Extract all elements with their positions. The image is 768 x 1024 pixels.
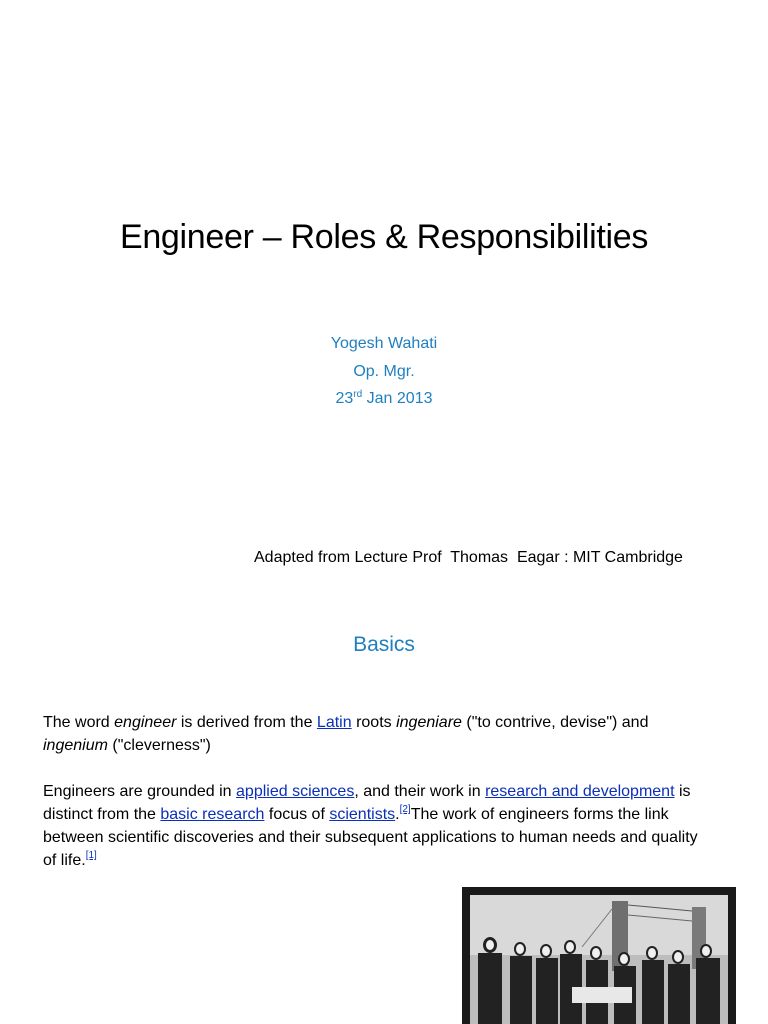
- emphasis-term: ingeniare: [396, 714, 462, 731]
- text-run: is derived from the: [176, 714, 317, 731]
- engineers-engraving-image: [462, 887, 736, 1024]
- basic-research-link[interactable]: basic research: [160, 806, 265, 823]
- basics-slide: [0, 600, 768, 1024]
- slide-title: Engineer – Roles & Responsibilities: [119, 218, 649, 256]
- date-rest: Jan 2013: [362, 390, 433, 407]
- text-run: is distinct from the: [43, 783, 691, 823]
- engraving-illustration: [462, 887, 736, 1024]
- latin-link[interactable]: Latin: [316, 714, 352, 731]
- text-run: The work of engineers forms the link between scientific discoveries and their subsequent applications to human needs and quality of life.: [43, 806, 698, 869]
- scientists-link[interactable]: scientists: [329, 806, 396, 823]
- author-position: Op. Mgr.: [353, 362, 415, 380]
- presentation-date: [0, 385, 768, 413]
- reference-2-link[interactable]: [2]: [399, 804, 411, 815]
- emphasis-term: engineer: [114, 714, 177, 731]
- text-run: The word: [43, 714, 115, 731]
- emphasis-term: ingenium: [43, 737, 108, 754]
- section-heading: Basics: [353, 633, 415, 656]
- reference-2: [400, 804, 411, 815]
- lecture-credit: Adapted from Lecture Prof Thomas Eagar : MIT Cambridge: [254, 549, 683, 566]
- definition-paragraph: [43, 780, 703, 872]
- text-run: ("to contrive, devise") and: [461, 714, 649, 731]
- reference-1: [86, 850, 97, 861]
- reference-1-link[interactable]: [1]: [85, 850, 97, 861]
- text-run: .: [395, 806, 400, 823]
- author-name: Yogesh Wahati: [330, 335, 438, 352]
- research-and-development-link[interactable]: research and development: [485, 783, 675, 800]
- author-block: [0, 330, 768, 413]
- text-run: , and their work in: [354, 783, 486, 800]
- date-suffix: rd: [353, 389, 363, 400]
- date-day: 23: [335, 390, 354, 407]
- applied-sciences-link[interactable]: applied sciences: [236, 783, 355, 800]
- text-run: Engineers are grounded in: [43, 783, 237, 800]
- text-run: roots: [351, 714, 397, 731]
- etymology-paragraph: [43, 711, 703, 757]
- text-run: focus of: [264, 806, 330, 823]
- text-run: ("cleverness"): [107, 737, 211, 754]
